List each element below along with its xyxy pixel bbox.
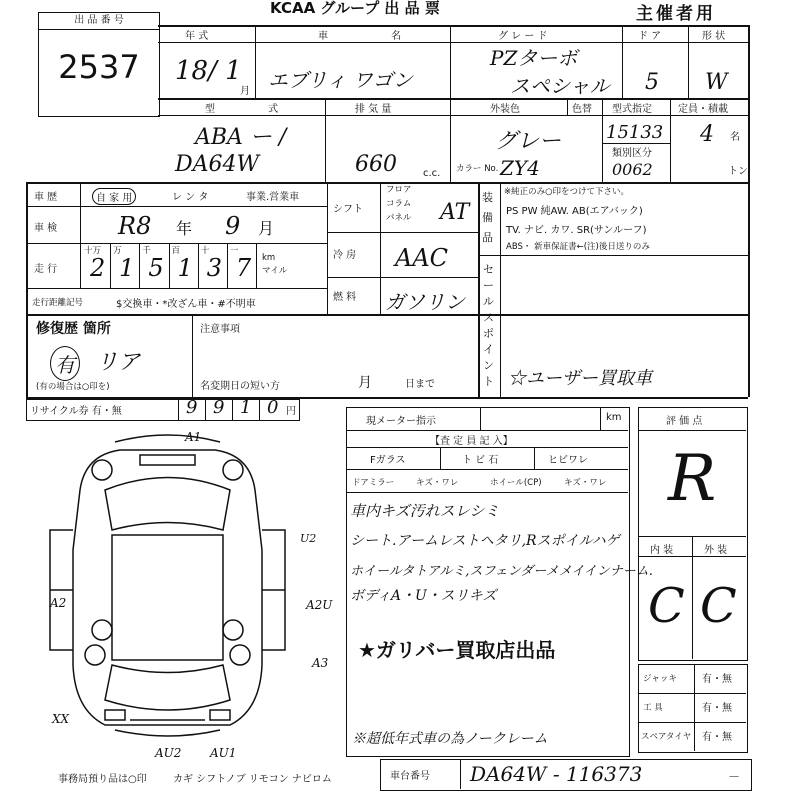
label-cc: c.c. (423, 168, 441, 179)
mileage-digit: 1 (119, 254, 135, 282)
label-recycle: リサイクル券 有・無 (30, 406, 122, 417)
spare-opts: 有・無 (702, 732, 732, 743)
inspection-month-unit: 月 (258, 219, 275, 238)
jack-opts: 有・無 (702, 674, 732, 685)
label-mileage: 走 行 (34, 264, 58, 275)
mark-xx: XX (52, 712, 70, 726)
remark-4: ボディA・U・スリキズ (350, 588, 497, 604)
value-year-month: 月 (240, 86, 250, 97)
value-displacement: 660 (355, 152, 397, 177)
door-mirror-opts: キズ・ワレ (416, 478, 459, 488)
label-eval: 評 価 点 (666, 416, 703, 427)
value-color-code: ZY4 (500, 156, 540, 180)
recycle-digit: 9 (213, 397, 225, 418)
label-type-designation: 型式指定 (612, 104, 652, 115)
value-capacity: 4 (700, 122, 714, 147)
organizer-label: 主催者用 (636, 4, 716, 24)
remark-3: ホイールタトアルミ,スフェンダーメメイインナーム. (350, 564, 653, 579)
label-wheel: ホイール(CP) (490, 478, 542, 488)
label-sales-point: セールスポイント (483, 263, 494, 388)
label-km: km (606, 412, 622, 423)
mileage-digit: 1 (177, 254, 193, 282)
mileage-unit: 十万 (84, 246, 102, 256)
equipment-line-1: PS PW 純AW. AB(エアバック) (506, 206, 643, 217)
mark-au2: AU2 (155, 746, 182, 760)
value-grade-2: スペシャル (510, 74, 610, 98)
wheel-opts: キズ・ワレ (564, 478, 607, 488)
label-exterior-color: 外装色 (490, 104, 520, 115)
value-eval-score: R (668, 442, 717, 516)
value-repair: 有 (50, 346, 80, 381)
recycle-digit: 0 (267, 397, 279, 418)
label-door-mirror: ドアミラー (352, 478, 395, 488)
lot-box (38, 12, 160, 117)
label-capacity-unit: 名 (730, 132, 740, 143)
mileage-unit: 千 (142, 246, 151, 256)
label-type: 型 式 (205, 104, 304, 115)
value-exterior: C (700, 578, 737, 634)
equipment-note: ※純正のみ○印をつけて下さい。 (504, 187, 630, 197)
label-doors: ド ア (638, 31, 662, 42)
value-shift: AT (440, 200, 470, 225)
mileage-digit: 2 (90, 254, 106, 282)
remark-1: 車内キズ汚れスレシミ (350, 502, 500, 520)
label-color-no: カラー No. (456, 164, 499, 174)
mark-a2u: A2U (306, 598, 333, 612)
value-year: 18/ 1 (175, 56, 242, 86)
label-day: 日まで (405, 379, 435, 390)
label-inspector: 【査 定 員 記 入】 (430, 436, 513, 447)
label-capacity: 定員・積載 (678, 104, 728, 115)
history-rental: レ ン タ (172, 192, 209, 203)
value-chassis-dash: － (728, 770, 741, 784)
label-month: 月 (358, 375, 372, 391)
value-grade-1: PZターボ (490, 46, 578, 70)
label-equipment: 装備品 (482, 191, 493, 244)
label-grade: グ レ ー ド (498, 31, 548, 42)
remark-2: シート.アームレストヘタリ,Rスポイルハゲ (350, 533, 620, 549)
label-aircon: 冷 房 (333, 250, 357, 261)
label-color-change: 色替 (572, 104, 592, 115)
claim-note: ※超低年式車の為ノークレーム (352, 731, 548, 747)
label-mileage-record: 走行距離記号 (32, 298, 84, 308)
label-ton: トン (728, 166, 748, 177)
value-body-type: W (705, 70, 728, 95)
label-spare: スペアタイヤ (641, 732, 692, 742)
label-repair-history: 修復歴 箇所 (36, 321, 111, 337)
label-f-glass: Fガラス (370, 455, 406, 466)
label-category: 類別区分 (612, 148, 652, 159)
label-history: 車 歴 (34, 192, 58, 203)
label-jack: ジャッキ (643, 674, 677, 684)
value-inspection-year: R8 (118, 212, 152, 240)
history-business: 事業.営業車 (246, 192, 300, 203)
value-sales-point: ☆ユーザー買取車 (508, 368, 652, 389)
mileage-unit-options: km マイル (262, 253, 288, 276)
equipment-line-2: TV. ナビ. カワ. SR(サンルーフ) (506, 225, 647, 236)
shift-options: フロア コラム パネル (386, 185, 412, 223)
value-type-designation: 15133 (606, 122, 664, 143)
recycle-unit: 円 (286, 406, 296, 417)
recycle-digit: 9 (186, 397, 198, 418)
mileage-digit: 3 (206, 254, 222, 282)
label-meter: 現メーター指示 (366, 416, 436, 427)
office-note: 事務局預り品は○印 (58, 774, 147, 785)
value-type-code: DA64W (175, 152, 260, 177)
value-doors: 5 (645, 70, 659, 95)
lot-number: 2537 (58, 48, 140, 86)
lot-label: 出 品 番 号 (39, 13, 159, 30)
label-shift: シフト (333, 204, 363, 215)
recycle-digits (178, 399, 286, 421)
mileage-digit: 5 (148, 254, 164, 282)
value-type-prefix: ABA ー / (195, 125, 287, 150)
mileage-unit: 万 (113, 246, 122, 256)
car-damage-diagram (40, 430, 290, 750)
value-category: 0062 (612, 160, 653, 179)
mileage-unit: 一 (229, 246, 239, 256)
label-chassis-no: 車台番号 (390, 771, 430, 782)
repair-note: (有の場合は○印を) (36, 382, 110, 392)
value-fuel: ガソリン (385, 290, 465, 314)
gulliver-stamp: ★ガリバー買取店出品 (358, 638, 556, 662)
label-exterior: 外 装 (704, 545, 728, 556)
mark-au1: AU1 (210, 746, 237, 760)
keys-note: カギ シフトノブ リモコン ナビロム (173, 774, 332, 785)
value-color: グレー (495, 129, 562, 154)
value-aircon: AAC (395, 244, 449, 272)
label-body-type: 形 状 (702, 31, 726, 42)
label-model-name: 車 名 (318, 31, 432, 42)
value-model-name: エブリィ ワゴン (268, 68, 413, 92)
mark-a2: A2 (50, 596, 67, 610)
history-own: 自 家 用 (92, 188, 136, 205)
mileage-marks: $交換車・*改ざん車・#不明車 (116, 299, 256, 310)
label-tobi: ト ビ 石 (462, 455, 499, 466)
label-hibi: ヒビワレ (548, 455, 588, 466)
mileage-digit: 7 (235, 254, 252, 282)
value-inspection-month: 9 (225, 212, 241, 240)
header-title: KCAA グループ 出 品 票 (270, 0, 440, 17)
label-interior: 内 装 (650, 545, 674, 556)
label-notes-sub: 名変期日の短い方 (200, 381, 280, 392)
equipment-line-3: ABS・ 新車保証書←(注)後日送りのみ (506, 242, 650, 252)
label-tool: 工 具 (643, 703, 663, 713)
mark-a3: A3 (312, 656, 329, 670)
mark-a1: A1 (185, 430, 202, 444)
mileage-digits (82, 244, 257, 288)
inspection-year-unit: 年 (176, 219, 193, 238)
label-year: 年 式 (185, 31, 209, 42)
mileage-unit: 十 (200, 246, 210, 256)
label-displacement: 排 気 量 (355, 104, 392, 115)
label-notes: 注意事項 (200, 324, 240, 335)
label-fuel: 燃 料 (333, 292, 357, 303)
recycle-digit: 1 (240, 397, 252, 418)
label-inspection: 車 検 (34, 223, 58, 234)
value-chassis-no: DA64W - 116373 (470, 762, 643, 786)
mark-u2: U2 (300, 532, 317, 545)
value-repair-place: リア (96, 350, 141, 375)
tool-opts: 有・無 (702, 703, 732, 714)
value-interior: C (648, 578, 685, 634)
mileage-unit: 百 (171, 246, 181, 256)
